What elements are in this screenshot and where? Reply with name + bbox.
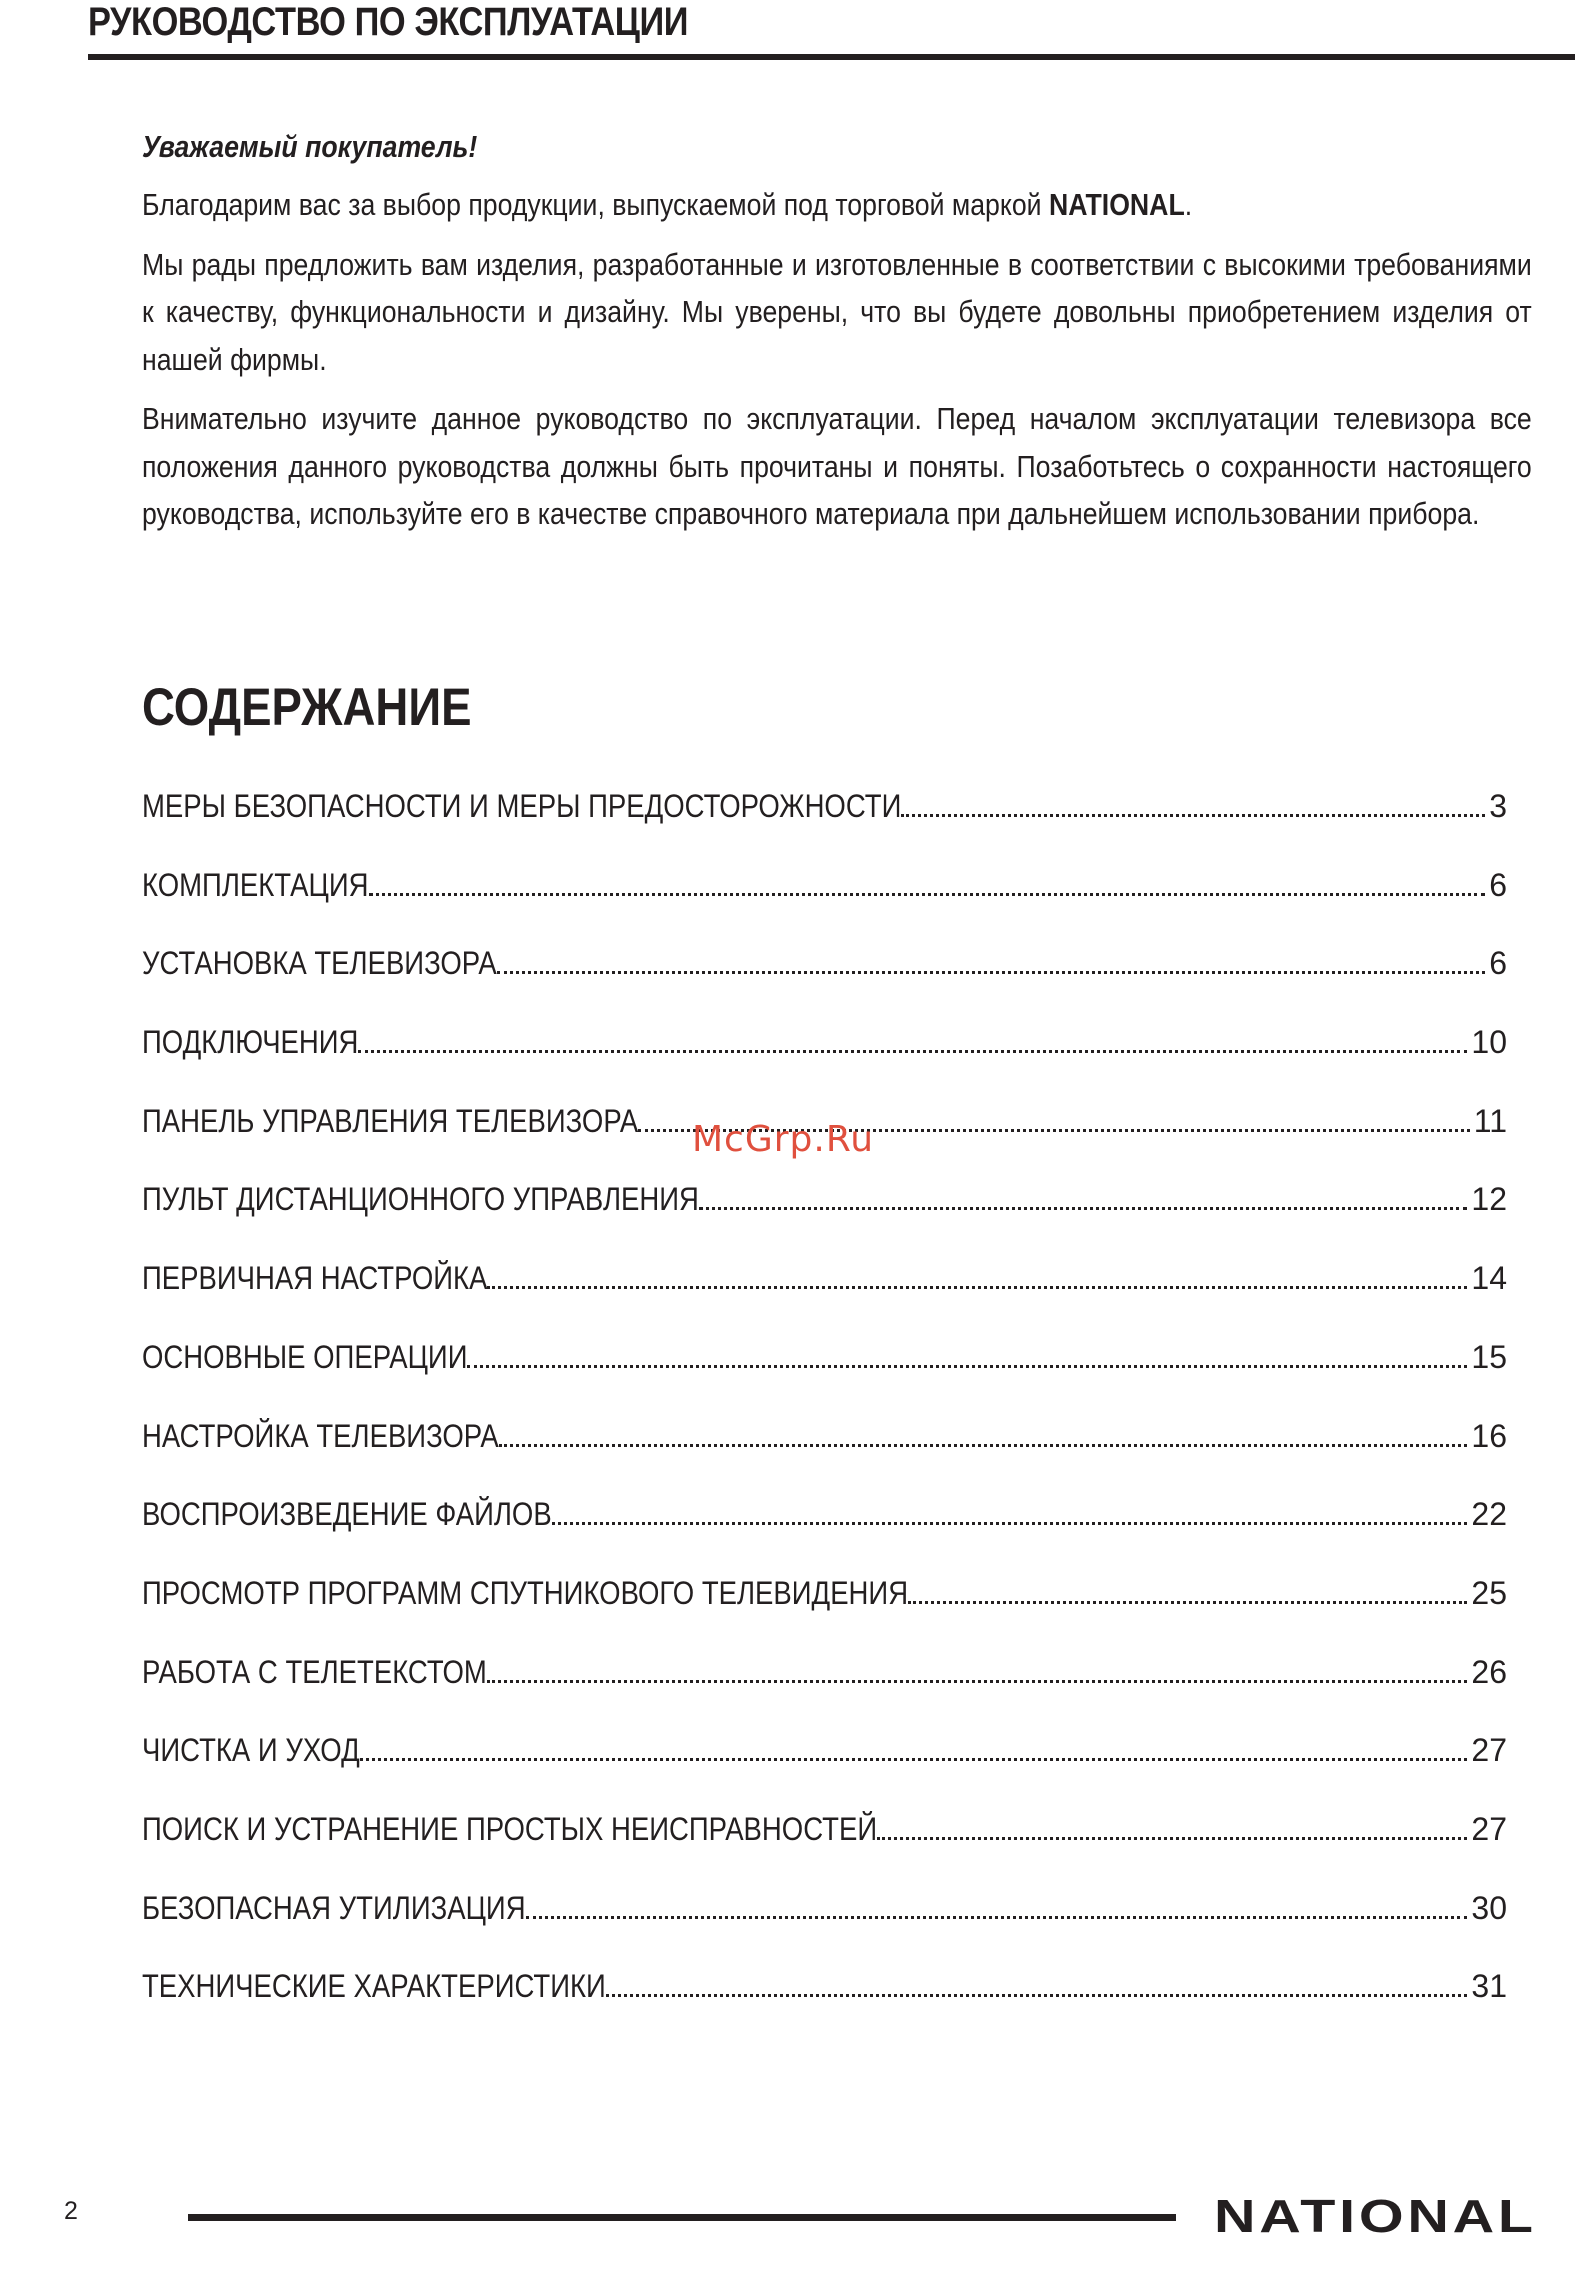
- toc-entry: [142, 1809, 1507, 1888]
- watermark: McGrp.Ru: [692, 1119, 875, 1160]
- toc-entry: [142, 1258, 1507, 1337]
- toc-entry-label: НАСТРОЙКА ТЕЛЕВИЗОРА: [142, 1417, 499, 1454]
- toc-leader-dots: [552, 1494, 1468, 1525]
- intro-section: [142, 124, 1532, 550]
- brand-name: NATIONAL: [1048, 187, 1185, 222]
- toc-entry-label: ПОИСК И УСТРАНЕНИЕ ПРОСТЫХ НЕИСПРАВНОСТЕЙ: [142, 1810, 878, 1847]
- toc-entry-label: ПОДКЛЮЧЕНИЯ: [142, 1024, 359, 1061]
- toc-leader-dots: [369, 865, 1486, 896]
- toc-entry-page: 14: [1471, 1260, 1507, 1297]
- header-divider: [88, 54, 1575, 60]
- toc-leader-dots: [908, 1573, 1467, 1604]
- toc-leader-dots: [499, 1416, 1468, 1447]
- intro-thanks-paragraph: [142, 181, 1532, 229]
- toc-leader-dots: [877, 1809, 1467, 1840]
- toc-leader-dots: [901, 786, 1485, 817]
- toc-entry: [142, 1022, 1507, 1101]
- toc-entry: [142, 943, 1507, 1022]
- toc-entry-page: 6: [1489, 945, 1507, 982]
- toc-entry-page: 12: [1471, 1181, 1507, 1218]
- toc-entry-page: 27: [1471, 1810, 1507, 1847]
- toc-entry-label: ВОСПРОИЗВЕДЕНИЕ ФАЙЛОВ: [142, 1496, 552, 1533]
- toc-entry-label: ЧИСТКА И УХОД: [142, 1732, 360, 1769]
- toc-entry-page: 25: [1471, 1574, 1507, 1611]
- toc-entry-label: УСТАНОВКА ТЕЛЕВИЗОРА: [142, 945, 497, 982]
- toc-entry: [142, 1179, 1507, 1258]
- toc-leader-dots: [487, 1258, 1467, 1289]
- toc-entry-page: 15: [1471, 1338, 1507, 1375]
- toc-leader-dots: [360, 1730, 1468, 1761]
- toc-entry: [142, 1337, 1507, 1416]
- toc-entry: [142, 865, 1507, 944]
- toc-entry: [142, 786, 1507, 865]
- toc-entry-page: 26: [1471, 1653, 1507, 1690]
- toc-entry-page: 22: [1471, 1496, 1507, 1533]
- toc-entry-label: ПЕРВИЧНАЯ НАСТРОЙКА: [142, 1260, 488, 1297]
- toc-entry: [142, 1416, 1507, 1495]
- toc-entry-page: 6: [1489, 866, 1507, 903]
- toc-entry-page: 3: [1489, 788, 1507, 824]
- toc-entry-label: РАБОТА С ТЕЛЕТЕКСТОМ: [142, 1653, 487, 1690]
- toc-entry-label: ПРОСМОТР ПРОГРАММ СПУТНИКОВОГО ТЕЛЕВИДЕНИЯ: [142, 1574, 909, 1611]
- greeting: Уважаемый покупатель!: [142, 129, 478, 164]
- toc-entry-label: ПУЛЬТ ДИСТАНЦИОННОГО УПРАВЛЕНИЯ: [142, 1181, 699, 1218]
- toc-entry: [142, 1494, 1507, 1573]
- thanks-end: .: [1184, 187, 1193, 222]
- toc-entry-page: 16: [1471, 1417, 1507, 1454]
- toc-entry: [142, 1888, 1507, 1967]
- toc-leader-dots: [699, 1179, 1468, 1210]
- toc-leader-dots: [358, 1022, 1467, 1053]
- toc-leader-dots: [526, 1888, 1468, 1919]
- toc-entry: [142, 1966, 1507, 2045]
- toc-entry-page: 27: [1471, 1732, 1507, 1769]
- table-of-contents: [142, 786, 1507, 2045]
- toc-entry-label: ПАНЕЛЬ УПРАВЛЕНИЯ ТЕЛЕВИЗОРА: [142, 1102, 639, 1139]
- toc-leader-dots: [606, 1966, 1468, 1997]
- toc-leader-dots: [497, 943, 1486, 974]
- footer-divider: [188, 2214, 1176, 2221]
- page-number: 2: [64, 2197, 78, 2225]
- toc-entry-page: 10: [1471, 1024, 1507, 1061]
- toc-entry-label: БЕЗОПАСНАЯ УТИЛИЗАЦИЯ: [142, 1889, 526, 1926]
- toc-entry-label: МЕРЫ БЕЗОПАСНОСТИ И МЕРЫ ПРЕДОСТОРОЖНОСТИ: [142, 788, 902, 824]
- toc-entry: [142, 1730, 1507, 1809]
- toc-entry-page: 11: [1473, 1102, 1507, 1139]
- toc-entry-page: 31: [1471, 1968, 1507, 2005]
- toc-entry: [142, 1652, 1507, 1731]
- national-logo: NATIONAL: [1214, 2190, 1537, 2242]
- page-header-title: РУКОВОДСТВО ПО ЭКСПЛУАТАЦИИ: [88, 0, 689, 44]
- toc-leader-dots: [487, 1652, 1468, 1683]
- toc-entry: [142, 1573, 1507, 1652]
- toc-leader-dots: [467, 1337, 1467, 1368]
- thanks-text: Благодарим вас за выбор продукции, выпускаемой под торговой маркой: [142, 187, 1049, 222]
- toc-title: СОДЕРЖАНИЕ: [142, 678, 472, 737]
- toc-entry-label: ТЕХНИЧЕСКИЕ ХАРАКТЕРИСТИКИ: [142, 1968, 606, 2005]
- intro-paragraph-3: Внимательно изучите данное руководство по эксплуатации. Перед началом эксплуатации телевизора все положения данного руководства должны быть прочитаны и поняты. Позаботьтесь о сохранности настоящего руководства, используйте его в качестве справочного материала при дальнейшем использовании прибора.: [142, 401, 1532, 531]
- toc-entry-label: ОСНОВНЫЕ ОПЕРАЦИИ: [142, 1338, 468, 1375]
- toc-entry-label: КОМПЛЕКТАЦИЯ: [142, 866, 369, 903]
- intro-paragraph-2: Мы рады предложить вам изделия, разработанные и изготовленные в соответствии с высокими требованиями к качеству, функциональности и дизайну. Мы уверены, что вы будете довольны приобретением изделия от нашей фирмы.: [142, 246, 1532, 377]
- toc-entry-page: 30: [1471, 1889, 1507, 1926]
